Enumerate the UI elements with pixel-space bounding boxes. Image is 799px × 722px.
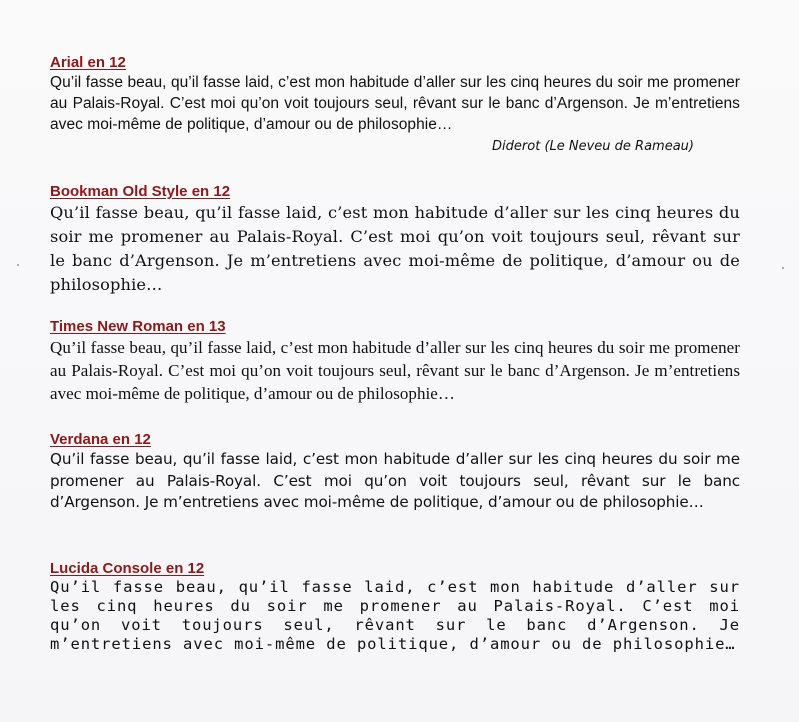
quote-attribution: Diderot (Le Neveu de Rameau) [492, 139, 694, 154]
times-sample-paragraph: Qu’il fasse beau, qu’il fasse laid, c’est mon habitude d’aller sur les cinq heures du soir me promener au Palais-Royal. C’est moi qu’on voit toujours seul, rêvant sur le banc d’Argenson. Je m’entretiens avec moi-même de politique, d’amour ou de philosophie… [50, 338, 740, 403]
scan-speck [17, 264, 19, 266]
lucida-sample-paragraph: Qu’il fasse beau, qu’il fasse laid, c’est mon habitude d’aller sur les cinq heures du soir me promener au Palais-Royal. C’est moi qu’on voit toujours seul, rêvant sur le banc d’Argenson. Je m’entretiens avec moi-même de politique, d’amour ou de philosophie… [50, 578, 740, 653]
bookman-sample-section [50, 183, 740, 297]
times-sample-section [50, 318, 740, 405]
bookman-sample-paragraph: Qu’il fasse beau, qu’il fasse laid, c’est mon habitude d’aller sur les cinq heures du soir me promener au Palais-Royal. C’est moi qu’on voit toujours seul, rêvant sur le banc d’Argenson. Je m’entretiens avec moi-même de politique, d’amour ou de philosophie… [50, 203, 740, 294]
verdana-sample-section [50, 431, 740, 514]
arial-sample-section [50, 54, 740, 155]
verdana-sample-paragraph: Qu’il fasse beau, qu’il fasse laid, c’est mon habitude d’aller sur les cinq heures du soir me promener au Palais-Royal. C’est moi qu’on voit toujours seul, rêvant sur le banc d’Argenson. Je m’entretiens avec moi-même de politique, d’amour ou de philosophie… [50, 450, 740, 511]
arial-sample-heading: Arial en 12 [50, 54, 126, 71]
scan-speck [782, 267, 784, 269]
lucida-sample-heading: Lucida Console en 12 [50, 560, 205, 577]
lucida-sample-section [50, 560, 740, 654]
arial-sample-paragraph: Qu’il fasse beau, qu’il fasse laid, c’est mon habitude d’aller sur les cinq heures du soir me promener au Palais-Royal. C’est moi qu’on voit toujours seul, rêvant sur le banc d’Argenson. Je m’entretiens avec moi-même de politique, d’amour ou de philosophie… [50, 74, 740, 133]
times-sample-heading: Times New Roman en 13 [50, 318, 226, 335]
verdana-sample-heading: Verdana en 12 [50, 431, 151, 448]
bookman-sample-heading: Bookman Old Style en 12 [50, 183, 231, 200]
